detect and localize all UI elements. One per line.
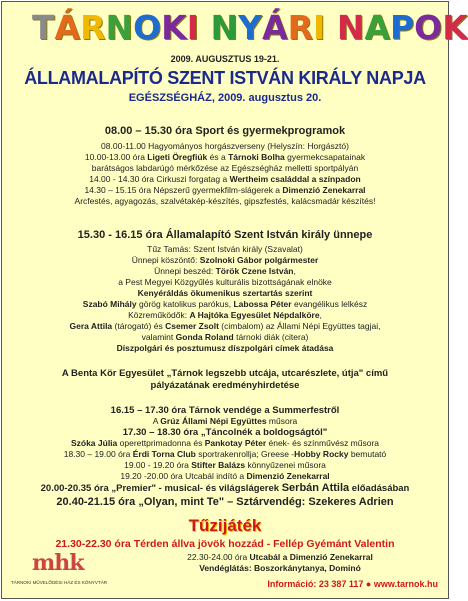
benta-line: pályázatának eredményhirdetése (150, 380, 300, 391)
title-letter: K (161, 8, 187, 47)
mhk-logo (8, 550, 110, 590)
ceremony-line: valamint Gonda Roland tárnoki diák (citera) (141, 332, 309, 342)
title-letter: I (186, 8, 200, 47)
title-letter: K (442, 8, 468, 47)
sport-line: 14.00 - 14.30 óra Cirkuszi forgatag a Wertheim családdal a színpadon (89, 174, 361, 184)
title-letter: T (32, 8, 55, 47)
evening-line: 19.00 - 19.20 óra Stifter Balázs könnyűzenei műsora (124, 460, 326, 470)
ceremony-line: Közreműködők: A Hajtóka Egyesület Népdalköre, (128, 310, 322, 320)
ceremony-heading: 15.30 - 16.15 óra Államalapító Szent István király ünnepe (77, 229, 373, 241)
fireworks-title: Tűzijáték (188, 516, 262, 535)
title-letter: O (133, 8, 162, 47)
final-section (122, 552, 438, 574)
evening-line: A Grúz Állami Népi Együttes műsora (152, 416, 298, 426)
sport-line: 14.30 – 15.15 óra Népszerű gyermekfilm-slágerek a Dimenzió Zenekarral (84, 185, 366, 195)
title-letter: I (313, 8, 326, 47)
event-dates: 2009. AUGUSZTUS 19-21. (170, 54, 280, 64)
ceremony-line: Szabó Mihály görög katolikus parókus, Labossa Péter evangélikus lelkész (82, 299, 368, 309)
evening-line: 20.00-20.35 óra „Premier" - musical- és világslágerek Serbán Attila előadásában (40, 482, 410, 494)
title-letter: P (389, 8, 415, 47)
evening-line: 16.15 – 17.30 óra Tárnok vendége a Summerfestről (110, 405, 340, 416)
evening-line: 20.40-21.15 óra „Olyan, mint Te" – Sztárvendég: Szekeres Adrien (56, 496, 394, 508)
logo-caption: TÁRNOKI MŰVELŐDÉSI HÁZ ÉS KÖNYVTÁR (10, 580, 108, 585)
benta-line: A Benta Kör Egyesület „Tárnok legszebb utcája, utcarészlete, útja" című (61, 368, 389, 379)
ceremony-line: a Pest Megyei Közgyűlés kulturális bizottságának elnöke (118, 277, 332, 287)
evening-section (10, 405, 440, 509)
title-letter: Y (238, 8, 263, 47)
evening-line: Szóka Júlia operettprimadonna és Pankotay Péter ének- és színművész műsora (70, 438, 380, 448)
sport-line: Arcfestés, agyagozás, szalvétakép-készítés, gipszfestés, kalácsmadár készítés! (74, 196, 376, 206)
title-letter: A (364, 8, 390, 47)
title-letter: N (210, 8, 239, 47)
ceremony-line: Tűz Tamás: Szent István király (Szavalat) (147, 244, 303, 254)
ceremony-line: Ünnepi beszéd: Török Czene István, (154, 266, 296, 276)
poster-title (32, 8, 468, 47)
title-letter: R (287, 8, 314, 47)
benta-section (10, 368, 440, 392)
final-line: 22.30-24.00 óra Utcabál a Dimenzió Zenekarral (187, 552, 373, 562)
evening-line: 18.30 – 19.00 óra Érdi Torna Club sportrakenrollja; Greese -Hobby Rocky bemutató (63, 449, 387, 459)
evening-line: 17.30 – 18.30 óra „Táncolnék a boldogságtól" (122, 427, 328, 438)
title-letter (325, 11, 337, 45)
sport-program-section (10, 124, 440, 207)
title-letter: Á (262, 8, 288, 47)
title-letter: N (105, 8, 134, 47)
title-letter: O (414, 8, 443, 47)
logo-mark: mhk (32, 550, 84, 576)
ceremony-section (10, 228, 440, 354)
ceremony-line: Kenyéráldás ökumenikus szertartás szerint (137, 288, 313, 298)
contact-info: Információ: 23 387 117 ● www.tarnok.hu (267, 579, 438, 589)
title-letter: Á (54, 8, 81, 47)
headline: ÁLLAMALAPÍTÓ SZENT ISTVÁN KIRÁLY NAPJA (24, 68, 426, 88)
final-headline: 21.30-22.30 óra Térden állva jövök hozzád - Fellép Gyémánt Valentin (55, 538, 395, 550)
ceremony-line: Gera Attila (tárogató) és Csemer Zsolt (cimbalom) az Állami Népi Együttes tagjai, (69, 321, 381, 331)
venue-date: EGÉSZSÉGHÁZ, 2009. augusztus 20. (128, 92, 322, 104)
sport-line: 08.00-11.00 Hagyományos horgászverseny (Helyszín: Horgásztó) (101, 141, 349, 151)
ceremony-line: Díszpolgári és posztumusz díszpolgári címek átadása (116, 343, 334, 353)
sport-line: 10.00-13.00 óra Ligeti Öregfiúk és a Tárnoki Bolha gyermekcsapatainak (84, 152, 366, 162)
title-letter (199, 11, 211, 45)
title-letter: R (80, 8, 106, 47)
evening-line: 19.20 -20.00 óra Utcabál indító a Dimenzió Zenekarral (120, 471, 330, 481)
sport-line: barátságos labdarúgó mérkőzése az Egészségház melletti sportpályán (91, 163, 359, 173)
ceremony-line: Ünnepi köszöntő: Szolnoki Gábor polgármester (131, 255, 319, 265)
event-poster (1, 1, 468, 599)
final-line: Vendéglátás: Boszorkánytanya, Dominó (199, 563, 361, 573)
sport-heading: 08.00 – 15.30 óra Sport és gyermekprogramok (104, 125, 346, 137)
title-letter: N (336, 8, 365, 47)
